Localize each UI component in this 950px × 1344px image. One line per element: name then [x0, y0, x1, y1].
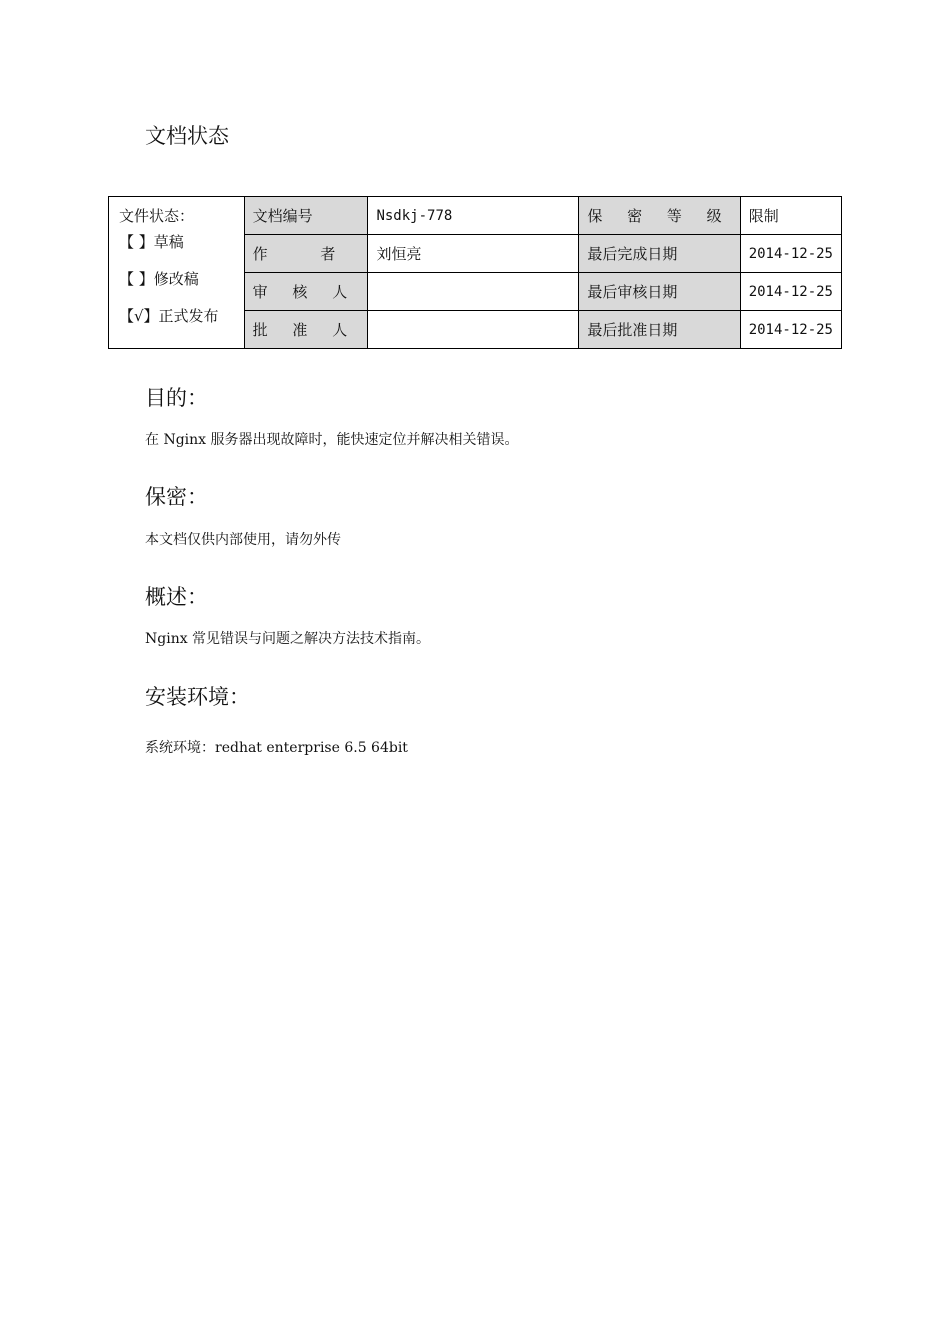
- document-status-table: [108, 196, 842, 349]
- document-status-title: 文档状态: [145, 124, 229, 148]
- label-completion-date: 最后完成日期: [579, 235, 740, 273]
- confidential-body: 本文档仅供内部使用，请勿外传: [145, 532, 341, 548]
- value-approval-date: 2014-12-25: [740, 311, 841, 349]
- install-environment-body: 系统环境：redhat enterprise 6.5 64bit: [145, 740, 408, 756]
- table-row: [109, 197, 842, 235]
- label-doc-number: 文档编号: [244, 197, 368, 235]
- value-doc-number: Nsdkj-778: [368, 197, 579, 235]
- status-revision: 【 】修改稿: [119, 270, 199, 288]
- purpose-body: 在 Nginx 服务器出现故障时，能快速定位并解决相关错误。: [145, 432, 519, 448]
- label-security-level: 保 密 等 级: [579, 197, 740, 235]
- value-author: 刘恒亮: [368, 235, 579, 273]
- install-environment-heading: 安装环境：: [145, 685, 250, 709]
- status-official: 【√】正式发布: [119, 307, 219, 325]
- value-reviewer: [368, 273, 579, 311]
- purpose-heading: 目的：: [145, 386, 208, 410]
- status-draft: 【 】草稿: [119, 233, 184, 251]
- label-approver: 批 准 人: [244, 311, 368, 349]
- label-review-date: 最后审核日期: [579, 273, 740, 311]
- file-status-cell: [109, 197, 245, 349]
- value-completion-date: 2014-12-25: [740, 235, 841, 273]
- overview-heading: 概述：: [145, 585, 208, 609]
- value-approver: [368, 311, 579, 349]
- confidential-heading: 保密：: [145, 485, 208, 509]
- label-author: 作 者: [244, 235, 368, 273]
- label-reviewer: 审 核 人: [244, 273, 368, 311]
- overview-body: Nginx 常见错误与问题之解决方法技术指南。: [145, 631, 431, 647]
- value-security-level: 限制: [740, 197, 841, 235]
- file-status-label: 文件状态：: [119, 207, 195, 225]
- value-review-date: 2014-12-25: [740, 273, 841, 311]
- label-approval-date: 最后批准日期: [579, 311, 740, 349]
